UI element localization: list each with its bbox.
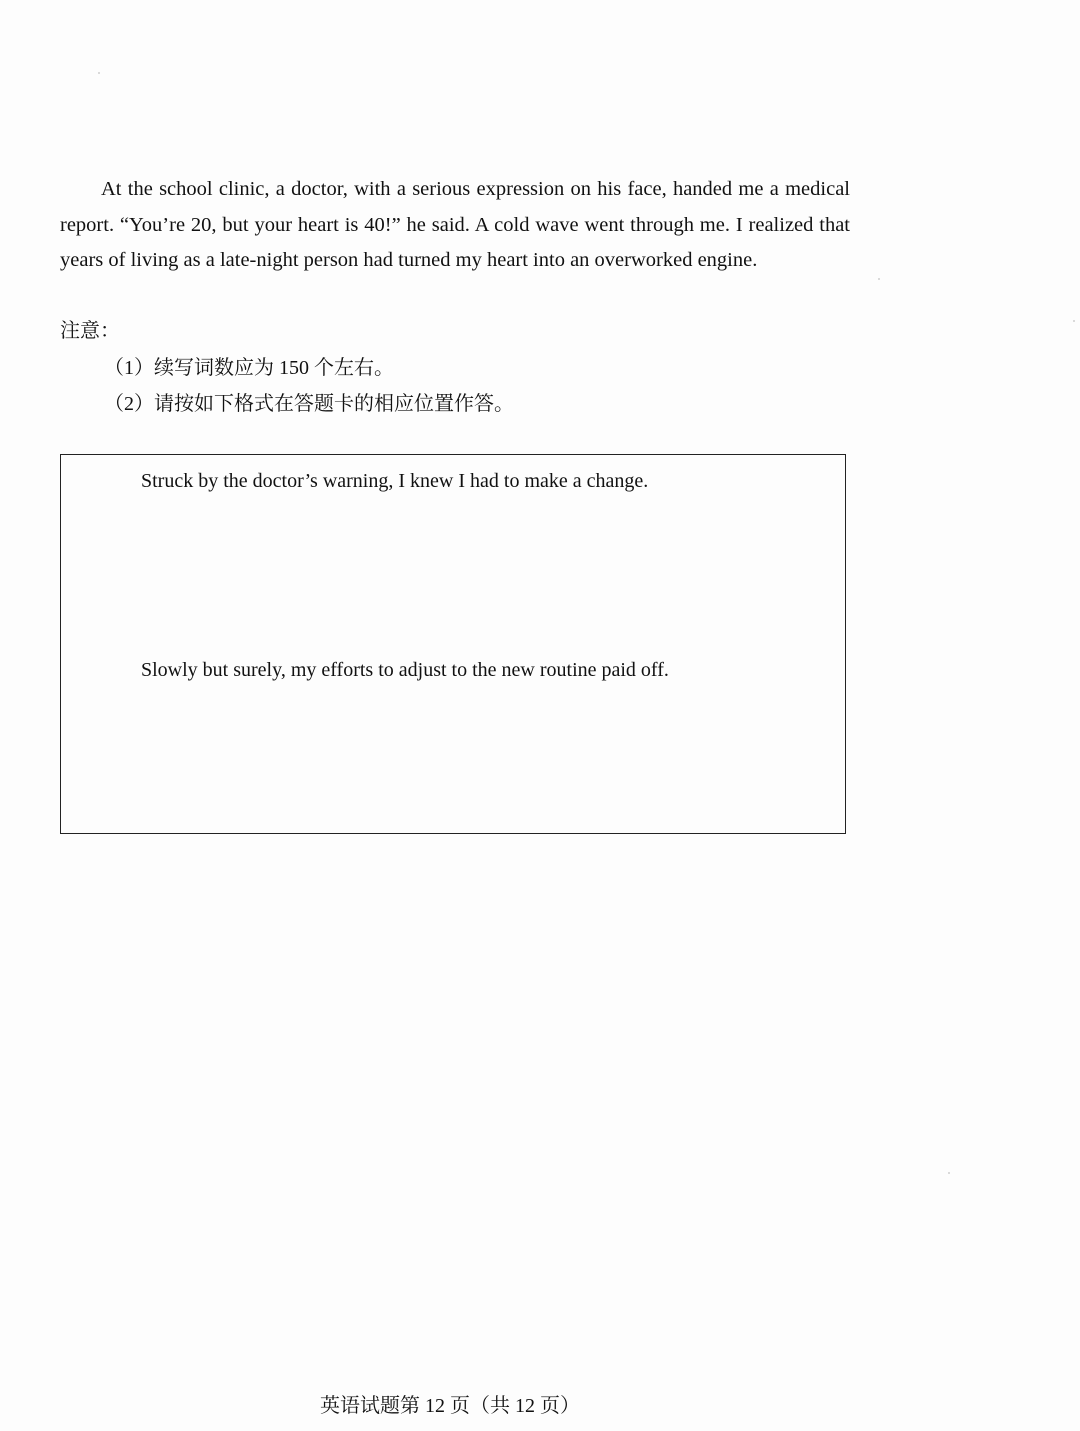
answer-box [60, 454, 846, 834]
paragraph-2-opening: Slowly but surely, my efforts to adjust to the new routine paid off. [141, 659, 669, 681]
scan-speck [98, 72, 100, 74]
story-passage: At the school clinic, a doctor, with a serious expression on his face, handed me a medical report. “You’re 20, but your heart is 40!” he said. A cold wave went through me. I realized that years of living as a late-night person had turned my heart into an overworked engine. [60, 178, 850, 271]
scan-speck [878, 278, 880, 280]
notes-heading: 注意： [60, 320, 120, 342]
note-answer-format: （2）请按如下格式在答题卡的相应位置作答。 [104, 393, 514, 415]
note-word-count: （1）续写词数应为 150 个左右。 [104, 357, 394, 379]
page-footer: 英语试题第 12 页（共 12 页） [320, 1395, 580, 1417]
scan-speck [948, 1172, 950, 1174]
scan-speck [1073, 320, 1075, 322]
paragraph-1-opening: Struck by the doctor’s warning, I knew I had to make a change. [141, 470, 649, 492]
